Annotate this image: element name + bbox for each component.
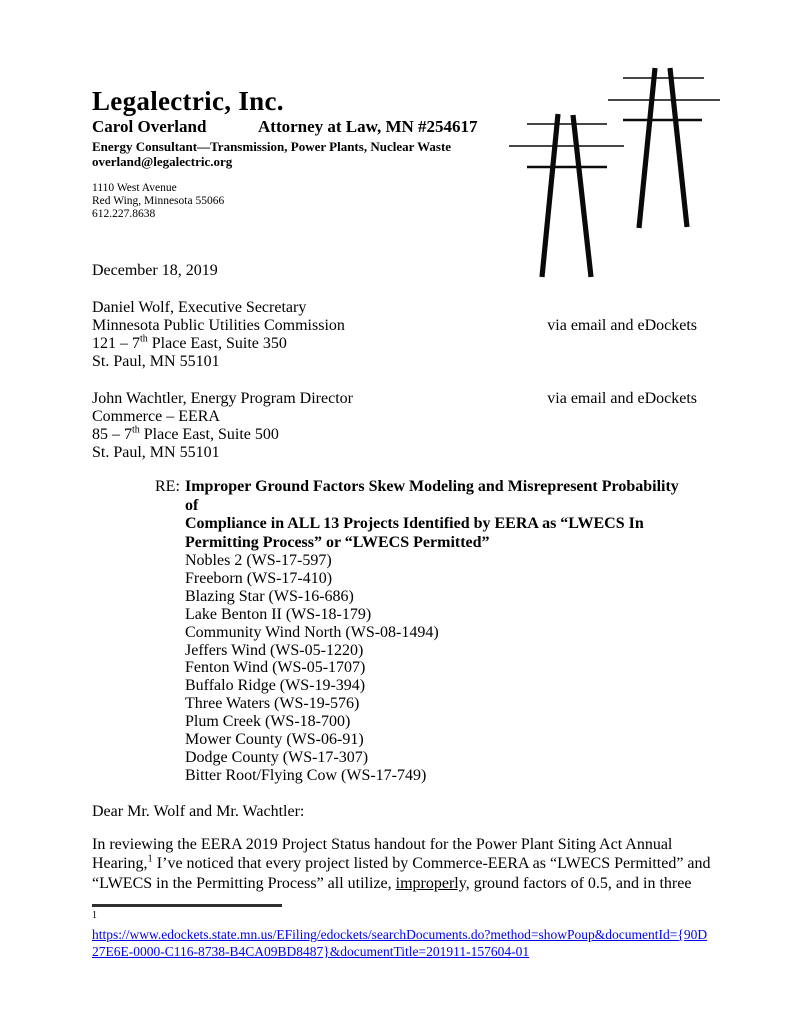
underlined-word: improperly, [395,874,470,892]
body-paragraph: In reviewing the EERA 2019 Project Status handout for the Power Plant Siting Act Annual Hearing,$^1$ I’ve noticed that every project listed by Commerce-EERA as “LWECS Permitted” and “LWECS in the Permitting Process” all utilize, improperly, ground factors of 0.5, and in three [92,835,711,892]
recipient-org: Commerce – EERA [92,408,220,425]
recipient-street: 121 – 7th Place East, Suite 350 [92,333,287,352]
tower-large-icon [608,68,720,228]
footnote-url-link[interactable]: https://www.edockets.state.mn.us/EFiling/edockets/searchDocuments.do?method=showPoup&documentId={90D27E6E-0000-C116-8738-B4CA09BD8487}&documentTitle=201911-157604-01 [92,927,708,959]
footnote-separator [92,904,282,907]
project-list-item: Jeffers Wind (WS-05-1220) [185,641,364,659]
attorney-name: Carol Overland [92,117,207,136]
re-title-line: Permitting Process” or “LWECS Permitted” [185,533,490,551]
re-title [185,478,685,552]
address-line: 1110 West Avenue [92,182,177,194]
recipient-name: Daniel Wolf, Executive Secretary [92,299,307,316]
recipient-block-1 [92,299,697,371]
re-title-line: Compliance in ALL 13 Projects Identified by EERA as “LWECS In [185,515,644,532]
footnote-marker: 1 [92,910,97,922]
re-title-line: Improper Ground Factors Skew Modeling and Misrepresent Probability of [185,478,679,514]
footnote-area [92,904,791,960]
project-list-item: Lake Benton II (WS-18-179) [185,605,372,623]
letterhead-tagline: Energy Consultant—Transmission, Power Plants, Nuclear Waste [92,139,452,154]
via-note: via email and eDockets [547,317,697,334]
re-label: RE: [155,478,180,495]
address-line: Red Wing, Minnesota 55066 [92,195,225,207]
transmission-towers-logo [480,40,740,300]
company-name: Legalectric, Inc. [92,86,284,116]
footnote-ref: 1 [147,853,153,865]
project-list-item: Buffalo Ridge (WS-19-394) [185,677,366,695]
project-list-item: Dodge County (WS-17-307) [185,748,369,766]
ordinal-suffix: th [140,333,148,345]
via-note: via email and eDockets [547,390,697,407]
recipient-street: 85 – 7th Place East, Suite 500 [92,424,279,443]
recipient-city: St. Paul, MN 55101 [92,444,220,461]
attorney-title: Attorney at Law, MN #254617 [258,117,478,136]
recipient-city: St. Paul, MN 55101 [92,353,220,370]
project-list-item: Plum Creek (WS-18-700) [185,713,351,731]
phone-number: 612.227.8638 [92,208,156,220]
project-list-item: Three Waters (WS-19-576) [185,695,360,713]
project-list-item: Nobles 2 (WS-17-597) [185,552,332,569]
project-list-item: Freeborn (WS-17-410) [185,569,333,587]
letter-date: December 18, 2019 [92,262,218,279]
re-block [155,478,791,785]
project-list-item: Blazing Star (WS-16-686) [185,587,354,605]
recipient-name: John Wachtler, Energy Program Director [92,390,353,407]
project-list-item: Bitter Root/Flying Cow (WS-17-749) [185,766,427,784]
project-list [185,552,685,785]
email-address: overland@legalectric.org [92,154,233,169]
recipient-block-2 [92,390,697,462]
recipient-org: Minnesota Public Utilities Commission [92,317,345,334]
tower-small-icon [509,114,624,277]
project-list-item: Mower County (WS-06-91) [185,731,364,749]
ordinal-suffix: th [132,424,140,436]
project-list-item: Community Wind North (WS-08-1494) [185,623,439,641]
salutation: Dear Mr. Wolf and Mr. Wachtler: [92,802,305,820]
project-list-item: Fenton Wind (WS-05-1707) [185,659,366,677]
